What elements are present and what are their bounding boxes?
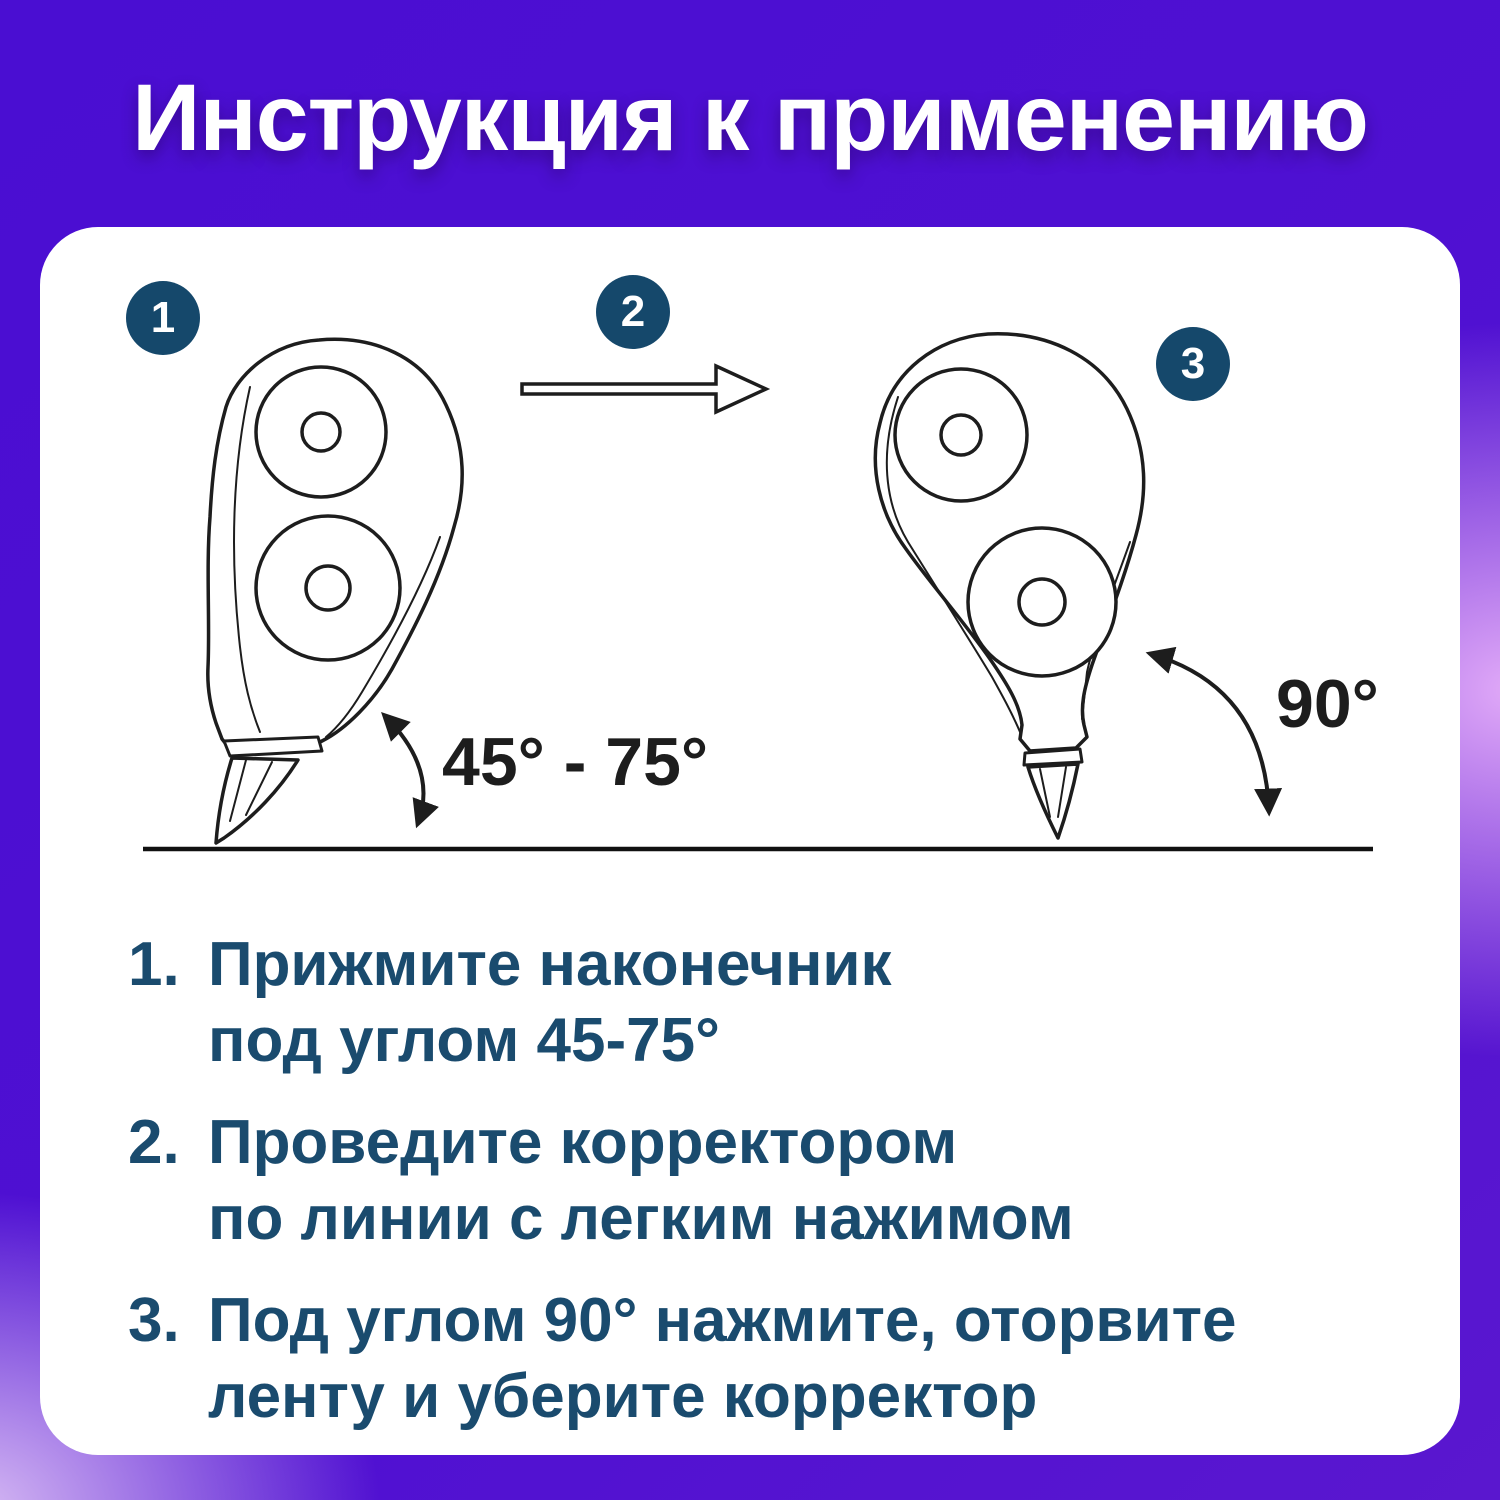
list-item: [128, 927, 1428, 1079]
step-badge-3: [1156, 327, 1230, 401]
step-text-line: Проведите корректором: [208, 1108, 958, 1177]
step-text-line: Прижмите наконечник: [208, 930, 892, 999]
step-badge-1: [126, 281, 200, 355]
step-text: [208, 1283, 1428, 1435]
step-badge-2-number: 2: [620, 287, 646, 336]
list-item: [128, 1105, 1428, 1257]
step-text-line: ленту и уберите корректор: [208, 1362, 1038, 1431]
instruction-card: [40, 227, 1460, 1455]
angle-arc-right-icon: [1151, 654, 1269, 811]
step-text: [208, 927, 1428, 1079]
instruction-steps-list: [128, 927, 1428, 1461]
angle-label-45-75: 45° - 75°: [442, 724, 709, 800]
angle-arc-left-icon: [385, 716, 423, 823]
step-text: [208, 1105, 1428, 1257]
direction-arrow-right-icon: [522, 366, 766, 412]
step-badge-2: [596, 275, 670, 349]
step-number: 3.: [128, 1286, 180, 1355]
step-number: 1.: [128, 930, 180, 999]
step-text-line: Под углом 90° нажмите, оторвите: [208, 1286, 1237, 1355]
step-text-line: под углом 45-75°: [208, 1006, 720, 1075]
list-item: [128, 1283, 1428, 1435]
angle-label-90: 90°: [1276, 666, 1379, 742]
step-text-line: по линии с легким нажимом: [208, 1184, 1074, 1253]
step-number: 2.: [128, 1108, 180, 1177]
step-badge-1-number: 1: [150, 293, 176, 342]
correction-tape-vertical-illustration: [875, 334, 1143, 838]
step-badge-3-number: 3: [1180, 339, 1206, 388]
page-title: Инструкция к применению: [132, 65, 1368, 171]
correction-tape-tilted-illustration: [208, 339, 462, 843]
